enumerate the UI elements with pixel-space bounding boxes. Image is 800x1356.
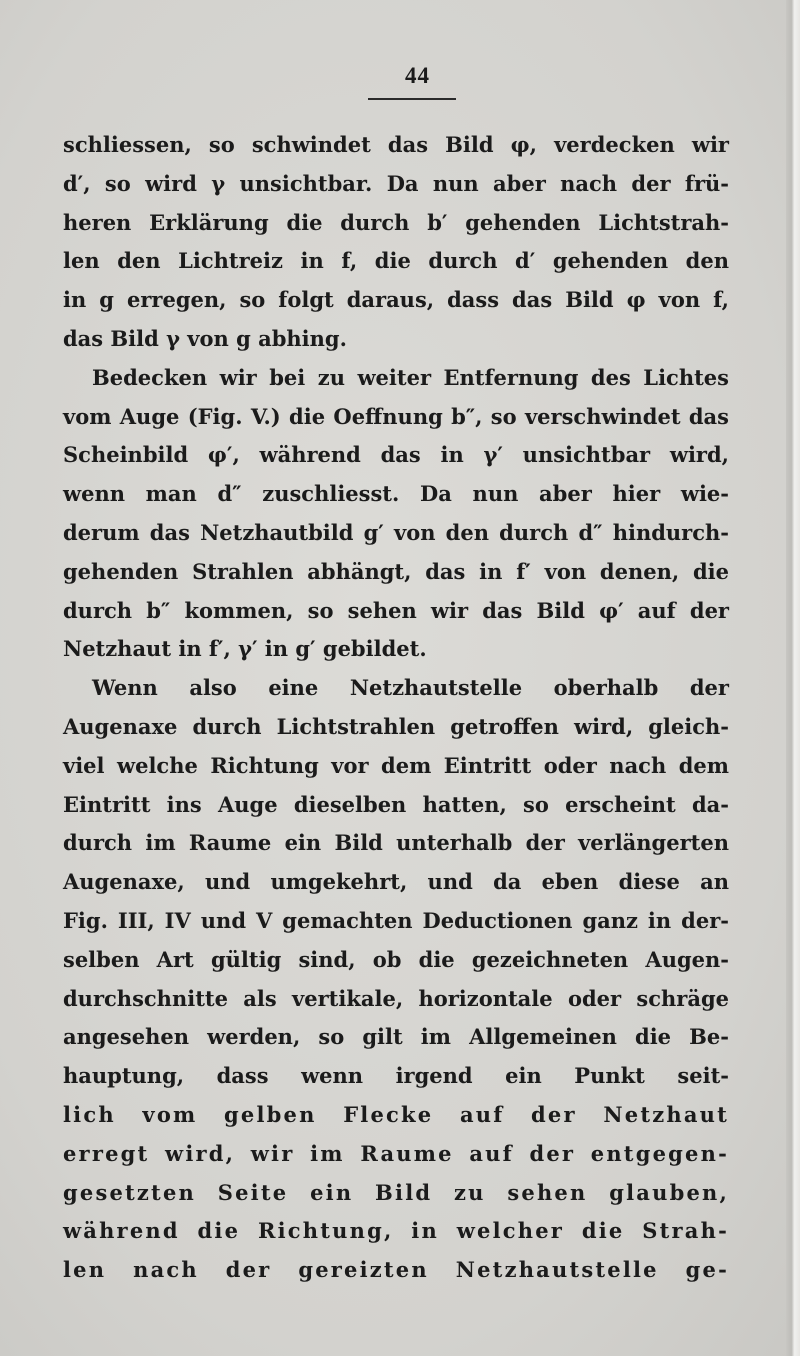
text-line: Scheinbild φ′, während das in γ′ unsichtbar wird,: [63, 442, 729, 468]
text-line: derum das Netzhautbild g′ von den durch d″ hindurch-: [63, 519, 729, 545]
text-line: Fig. III, IV und V gemachten Deductionen ganz in der-: [63, 907, 729, 933]
text-line: Bedecken wir bei zu weiter Entfernung des Lichtes: [92, 364, 729, 390]
text-line: Eintritt ins Auge dieselben hatten, so erscheint da-: [63, 791, 729, 817]
page-number: 44: [405, 63, 430, 88]
text-line: schliessen, so schwindet das Bild φ, verdecken wir: [63, 132, 729, 157]
text-line: viel welche Richtung vor dem Eintritt oder nach dem: [63, 752, 729, 778]
text-line: d′, so wird γ unsichtbar. Da nun aber nach der frü-: [63, 170, 729, 196]
text-line: durch b″ kommen, so sehen wir das Bild φ′ auf der: [63, 597, 729, 623]
text-line: gesetzten Seite ein Bild zu sehen glauben,: [63, 1179, 729, 1205]
text-line: lich vom gelben Flecke auf der Netzhaut: [63, 1101, 729, 1127]
text-line: das Bild γ von g abhing.: [63, 325, 347, 351]
text-line: len den Lichtreiz in f, die durch d′ gehenden den: [63, 248, 729, 274]
text-line: in g erregen, so folgt daraus, dass das Bild φ von f,: [63, 287, 729, 313]
text-line: hauptung, dass wenn irgend ein Punkt seit-: [63, 1063, 729, 1089]
text-line: len nach der gereizten Netzhautstelle ge-: [63, 1257, 729, 1283]
text-line: erregt wird, wir im Raume auf der entgegen-: [63, 1140, 729, 1166]
text-line: heren Erklärung die durch b′ gehenden Lichtstrah-: [63, 209, 729, 235]
text-line: während die Richtung, in welcher die Strah-: [63, 1218, 729, 1244]
text-line: gehenden Strahlen abhängt, das in f′ von denen, die: [63, 558, 729, 584]
text-line: vom Auge (Fig. V.) die Oeffnung b″, so verschwindet das: [63, 403, 729, 429]
text-line: wenn man d″ zuschliesst. Da nun aber hier wie-: [63, 481, 729, 507]
text-line: durch im Raume ein Bild unterhalb der verlängerten: [63, 830, 729, 856]
text-line: selben Art gültig sind, ob die gezeichneten Augen-: [63, 946, 729, 972]
text-line: durchschnitte als vertikale, horizontale oder schräge: [63, 985, 729, 1011]
text-line: angesehen werden, so gilt im Allgemeinen die Be-: [63, 1024, 729, 1050]
text-line: Netzhaut in f′, γ′ in g′ gebildet.: [63, 636, 427, 662]
header-rule: [368, 98, 456, 100]
text-line: Augenaxe, und umgekehrt, und da eben diese an: [63, 869, 729, 895]
text-line: Augenaxe durch Lichtstrahlen getroffen wird, gleich-: [63, 713, 729, 739]
text-line: Wenn also eine Netzhautstelle oberhalb der: [92, 675, 729, 701]
page-edge: [786, 0, 800, 1356]
body-text: [63, 126, 729, 1290]
